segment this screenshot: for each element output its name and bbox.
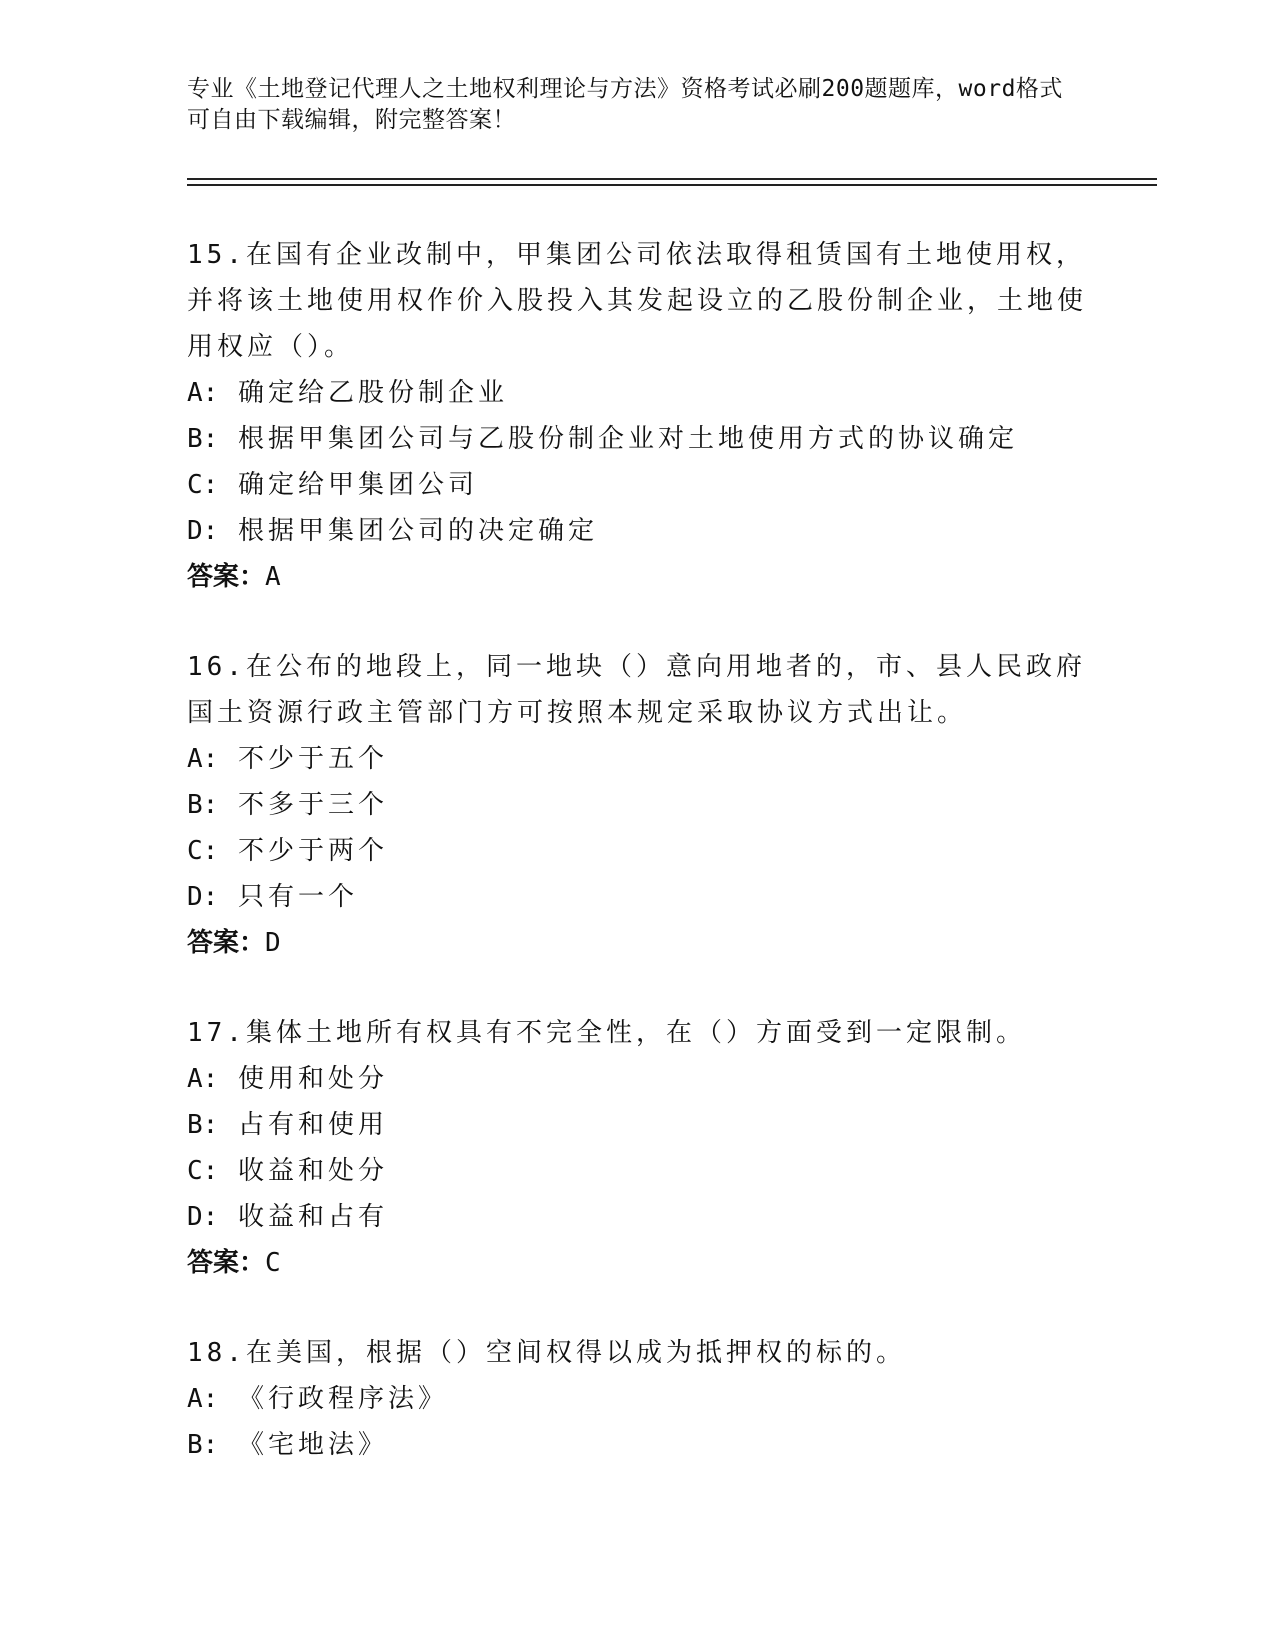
document-header [187, 74, 1067, 136]
option-d: D: 根据甲集团公司的决定确定 [187, 516, 598, 546]
option-b: B: 根据甲集团公司与乙股份制企业对土地使用方式的协议确定 [187, 424, 1018, 454]
option-c: C: 不少于两个 [187, 836, 388, 866]
option-d: D: 收益和占有 [187, 1202, 388, 1232]
question-18 [187, 1330, 1087, 1468]
question-text: 17.集体土地所有权具有不完全性，在（）方面受到一定限制。 [187, 1018, 1026, 1048]
question-list [187, 232, 1087, 1512]
question-16 [187, 644, 1087, 966]
option-d: D: 只有一个 [187, 882, 358, 912]
answer-value: C [265, 1248, 281, 1278]
option-b: B: 占有和使用 [187, 1110, 388, 1140]
answer-line [187, 920, 1087, 966]
question-17 [187, 1010, 1087, 1286]
answer-label: 答案： [187, 562, 266, 592]
option-c: C: 收益和处分 [187, 1156, 388, 1186]
option-a: A: 使用和处分 [187, 1064, 388, 1094]
header-divider-bottom [187, 184, 1157, 186]
answer-value: A [265, 562, 281, 592]
question-15 [187, 232, 1087, 600]
header-intro: 专业《土地登记代理人之土地权利理论与方法》资格考试必刷200题题库，word格式可自由下载编辑，附完整答案！ [187, 76, 1063, 133]
option-c: C: 确定给甲集团公司 [187, 470, 478, 500]
question-text: 16.在公布的地段上，同一地块（）意向用地者的，市、县人民政府国土资源行政主管部门方可按照本规定采取协议方式出让。 [187, 652, 1086, 728]
question-text: 15.在国有企业改制中，甲集团公司依法取得租赁国有土地使用权，并将该土地使用权作价入股投入其发起设立的乙股份制企业，土地使用权应（）。 [187, 240, 1088, 362]
question-text: 18.在美国，根据（）空间权得以成为抵押权的标的。 [187, 1338, 906, 1368]
option-a: A: 《行政程序法》 [187, 1384, 448, 1414]
option-a: A: 不少于五个 [187, 744, 388, 774]
option-b: B: 不多于三个 [187, 790, 388, 820]
option-b: B: 《宅地法》 [187, 1430, 388, 1460]
answer-label: 答案： [187, 1248, 266, 1278]
answer-value: D [265, 928, 281, 958]
option-a: A: 确定给乙股份制企业 [187, 378, 508, 408]
answer-line [187, 554, 1087, 600]
answer-line [187, 1240, 1087, 1286]
answer-label: 答案： [187, 928, 266, 958]
header-divider-top [187, 178, 1157, 180]
